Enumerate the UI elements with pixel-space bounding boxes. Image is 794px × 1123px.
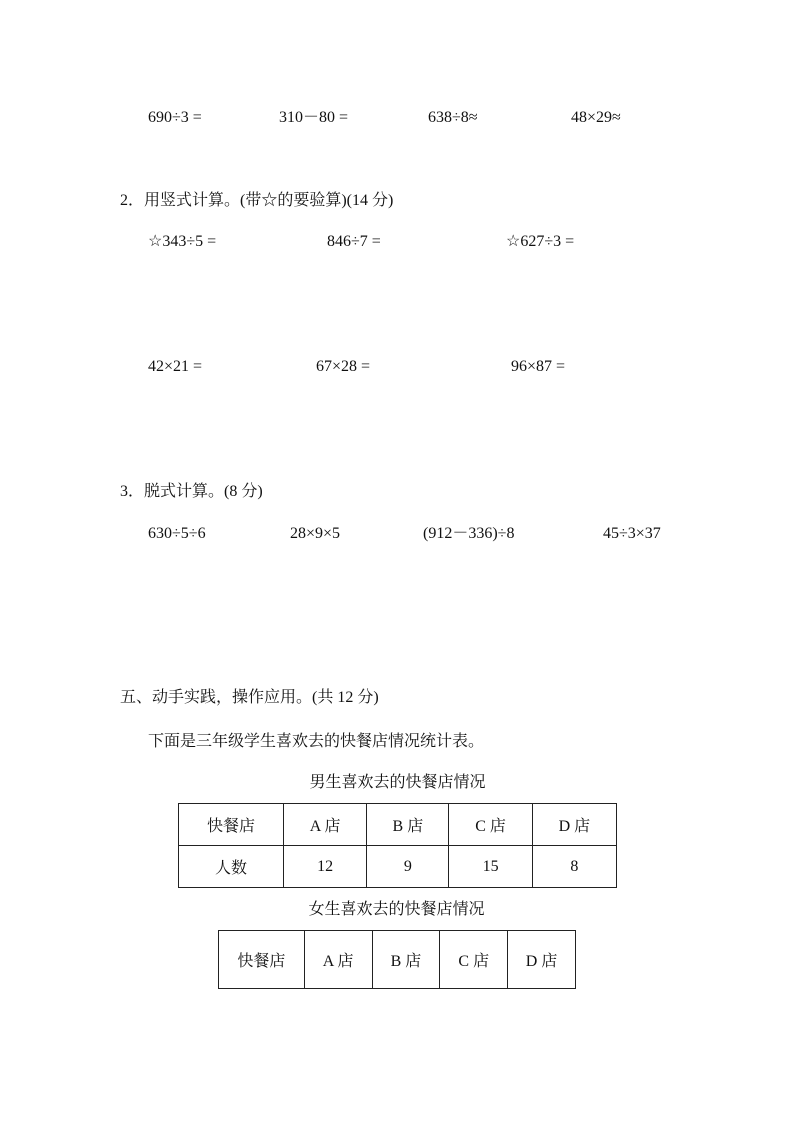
table-cell: 人数 <box>179 846 284 888</box>
calc-item: 48×29≈ <box>571 109 621 126</box>
calc-item: 45÷3×37 <box>603 525 661 542</box>
table-caption-girls: 女生喜欢去的快餐店情况 <box>308 901 485 918</box>
calc-item: (912－336)÷8 <box>423 525 515 542</box>
girls-table <box>218 930 576 989</box>
calc-item: 96×87 = <box>511 358 566 375</box>
calc-item: 42×21 = <box>148 358 203 375</box>
calc-item: ☆343÷5 = <box>148 233 217 250</box>
table-caption-boys: 男生喜欢去的快餐店情况 <box>309 774 486 791</box>
calc-item: 310－80 = <box>279 109 349 126</box>
question-2-title: 2．用竖式计算。(带☆的要验算)(14 分) <box>120 192 394 209</box>
table-cell: B 店 <box>372 931 440 989</box>
boys-table <box>178 803 617 888</box>
calc-item: 690÷3 = <box>148 109 202 126</box>
table-cell: C 店 <box>440 931 508 989</box>
table-cell: 8 <box>532 846 616 888</box>
section-5-intro: 下面是三年级学生喜欢去的快餐店情况统计表。 <box>148 733 485 750</box>
table-row <box>179 846 617 888</box>
calc-item: ☆627÷3 = <box>506 233 575 250</box>
table-cell: D 店 <box>532 804 616 846</box>
calc-item: 630÷5÷6 <box>148 525 206 542</box>
question-3-title: 3．脱式计算。(8 分) <box>120 483 263 500</box>
table-cell: C 店 <box>449 804 532 846</box>
calc-item: 28×9×5 <box>290 525 341 542</box>
table-cell: 15 <box>449 846 532 888</box>
table-cell: 快餐店 <box>179 804 284 846</box>
calc-item: 846÷7 = <box>327 233 381 250</box>
table-cell: A 店 <box>304 931 372 989</box>
calc-item: 638÷8≈ <box>428 109 478 126</box>
calc-item: 67×28 = <box>316 358 371 375</box>
table-cell: 9 <box>367 846 449 888</box>
table-cell: B 店 <box>367 804 449 846</box>
table-header-row <box>179 804 617 846</box>
table-header-row <box>219 931 576 989</box>
table-cell: 快餐店 <box>219 931 305 989</box>
section-5-title: 五、动手实践，操作应用。(共 12 分) <box>120 689 379 706</box>
table-cell: A 店 <box>284 804 367 846</box>
table-cell: 12 <box>284 846 367 888</box>
table-cell: D 店 <box>508 931 576 989</box>
